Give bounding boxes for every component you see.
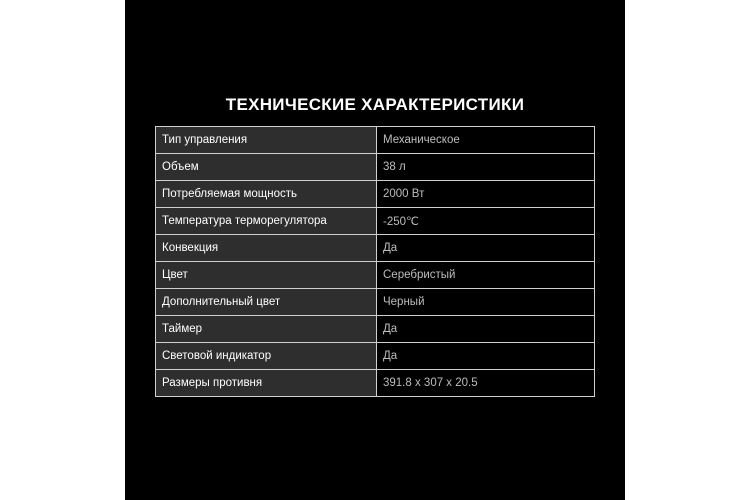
- table-row: [156, 262, 595, 289]
- table-row: [156, 235, 595, 262]
- spec-label: Объем: [156, 154, 377, 181]
- table-row: [156, 343, 595, 370]
- spec-label: Конвекция: [156, 235, 377, 262]
- spec-value: Механическое: [377, 127, 595, 154]
- spec-label: Температура терморегулятора: [156, 208, 377, 235]
- table-row: [156, 316, 595, 343]
- spec-label: Потребляемая мощность: [156, 181, 377, 208]
- spec-value: Да: [377, 316, 595, 343]
- table-row: [156, 289, 595, 316]
- spec-value: 2000 Вт: [377, 181, 595, 208]
- table-row: [156, 154, 595, 181]
- spec-value: Серебристый: [377, 262, 595, 289]
- spec-table: [155, 126, 595, 397]
- spec-value: 38 л: [377, 154, 595, 181]
- spec-label: Цвет: [156, 262, 377, 289]
- table-row: [156, 370, 595, 397]
- spec-label: Размеры противня: [156, 370, 377, 397]
- spec-value: Да: [377, 235, 595, 262]
- spec-label: Световой индикатор: [156, 343, 377, 370]
- spec-label: Дополнительный цвет: [156, 289, 377, 316]
- page-title: ТЕХНИЧЕСКИЕ ХАРАКТЕРИСТИКИ: [225, 95, 525, 114]
- spec-value: Черный: [377, 289, 595, 316]
- table-row: [156, 181, 595, 208]
- spec-value: 391.8 x 307 x 20.5: [377, 370, 595, 397]
- spec-label: Тип управления: [156, 127, 377, 154]
- spec-value: Да: [377, 343, 595, 370]
- table-row: [156, 208, 595, 235]
- spec-value: -250℃: [377, 208, 595, 235]
- table-row: [156, 127, 595, 154]
- spec-panel: [125, 0, 625, 500]
- spec-label: Таймер: [156, 316, 377, 343]
